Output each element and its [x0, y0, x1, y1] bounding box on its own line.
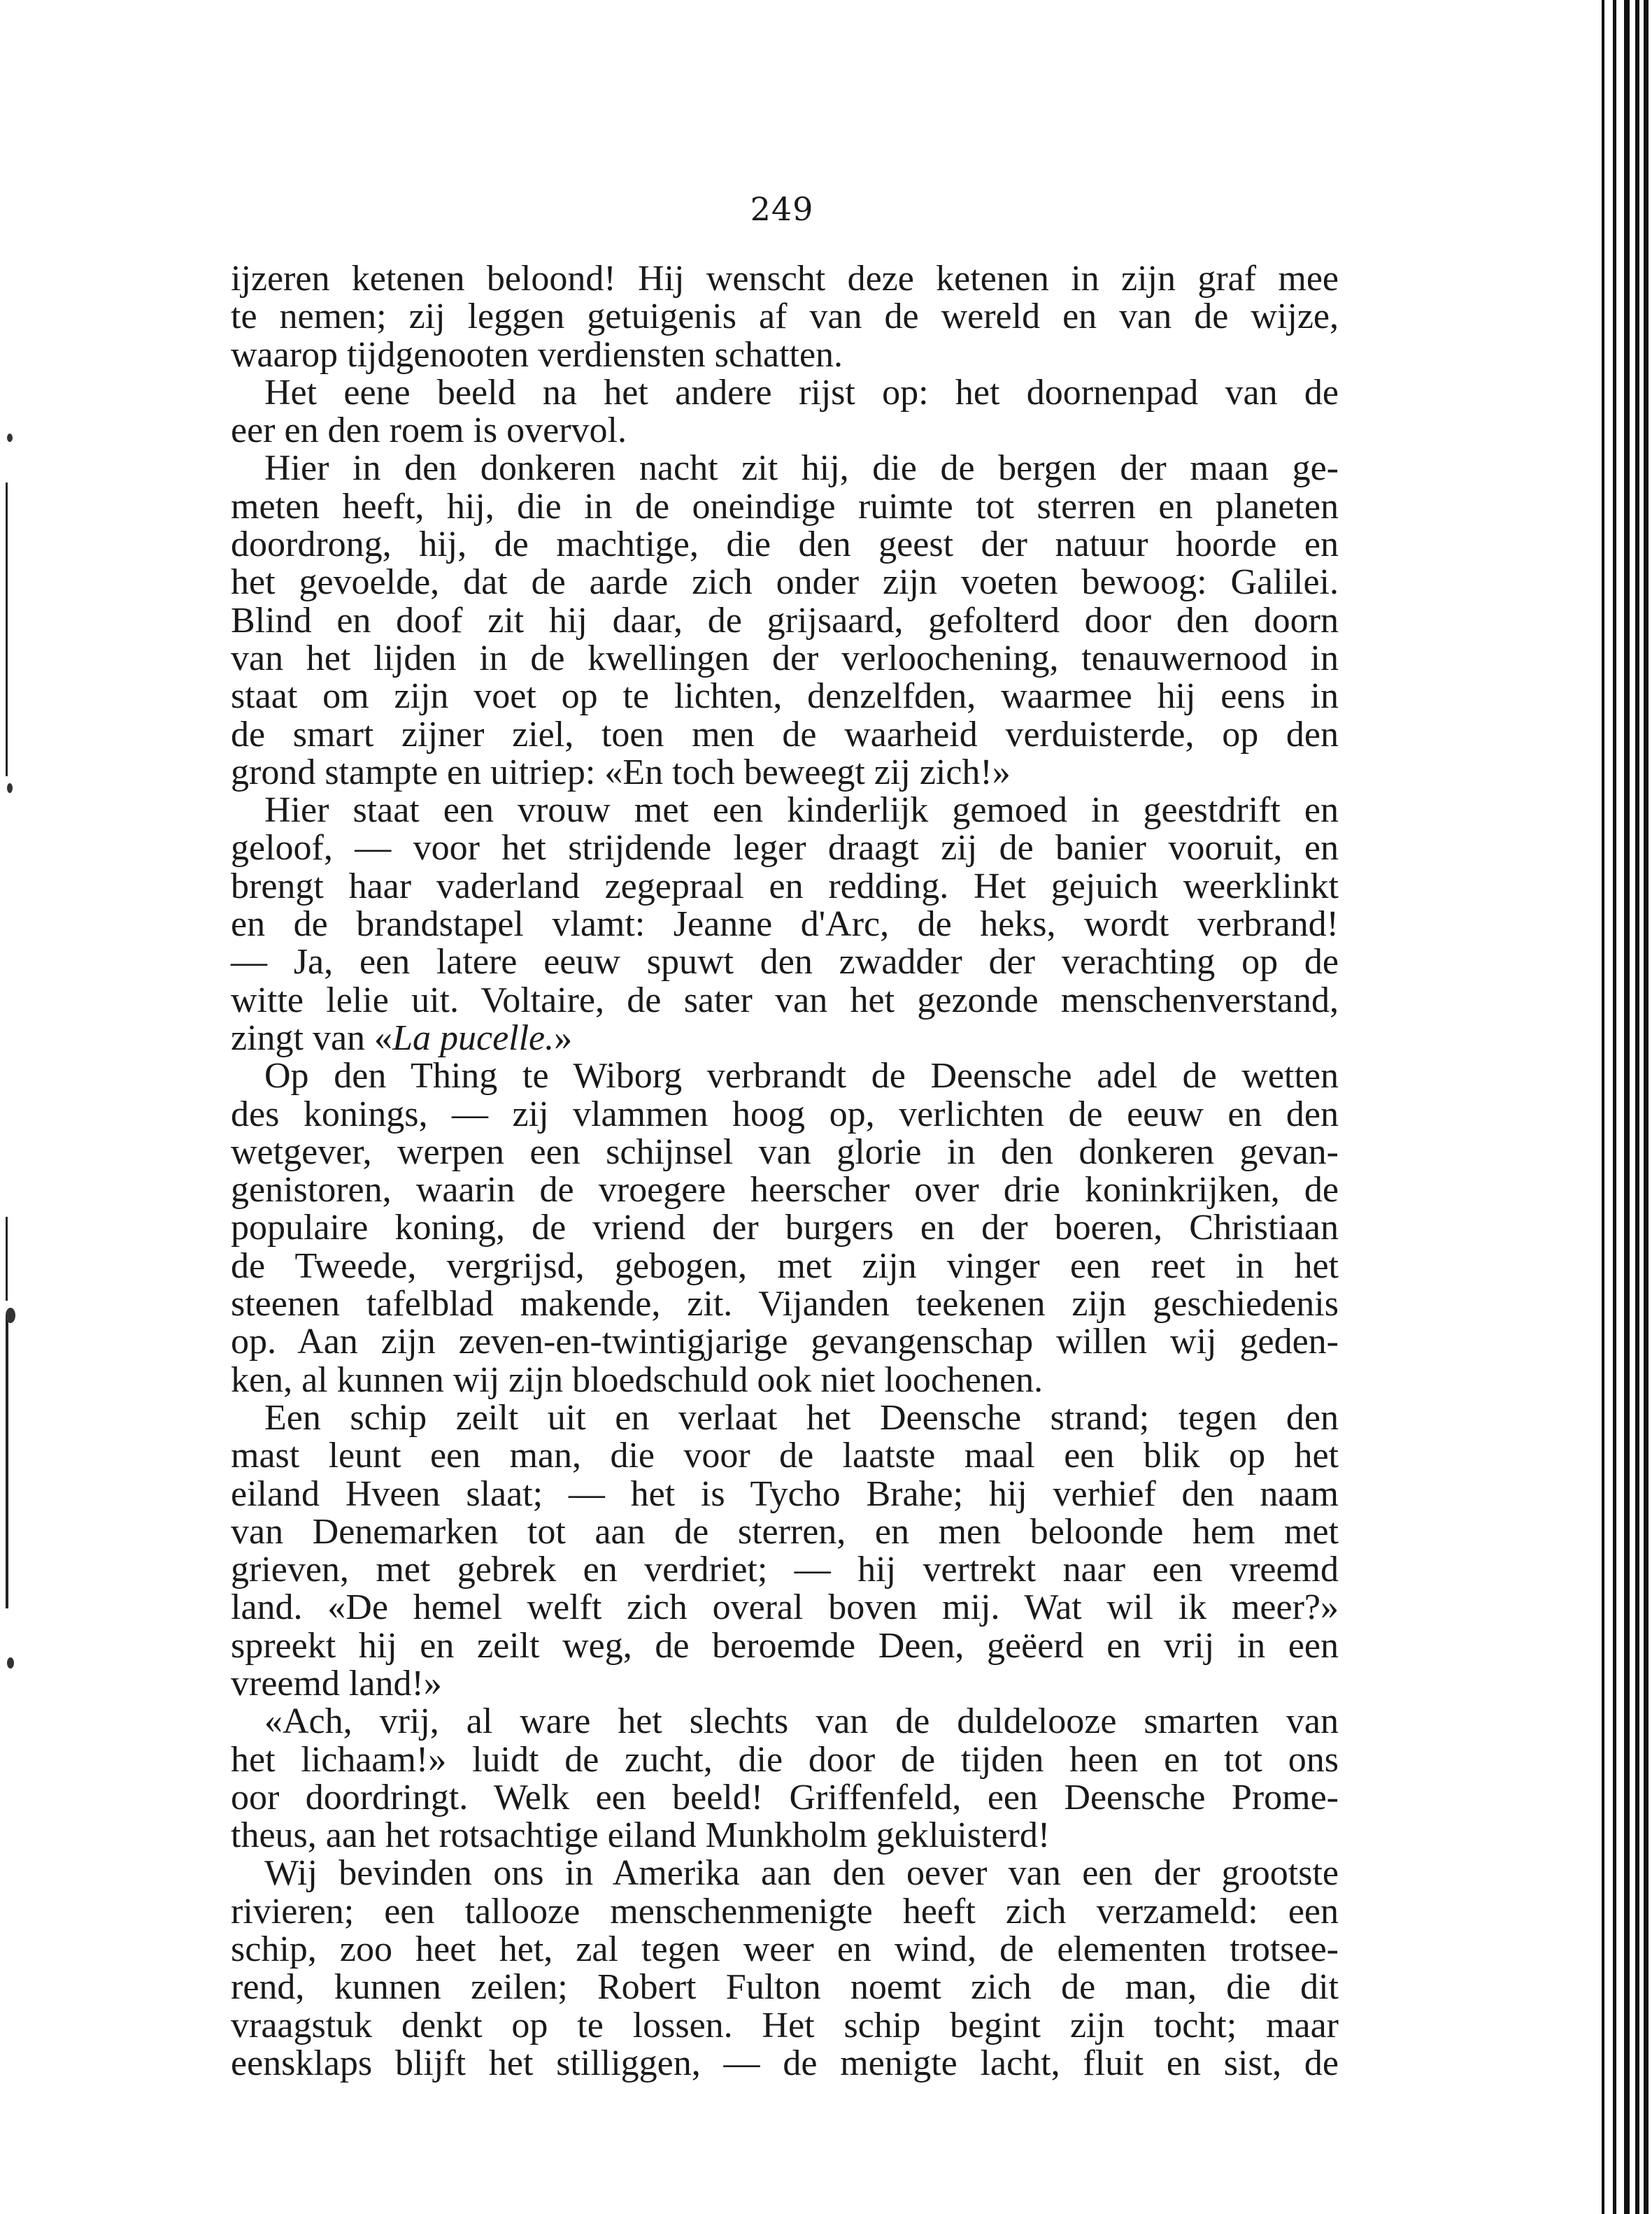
- text-line: schip, zoo heet het, zal tegen weer en wind, de elementen trotsee-: [231, 1929, 1339, 1970]
- text-line: grond stampte en uitriep: «En toch beweegt zij zich!»: [231, 752, 1011, 792]
- text-line: waarop tijdgenooten verdiensten schatten.: [231, 334, 843, 375]
- text-line: de Tweede, vergrijsd, gebogen, met zijn vinger een reet in het: [231, 1245, 1339, 1286]
- text-line: «Ach, vrij, al ware het slechts van de duldelooze smarten van: [264, 1701, 1339, 1742]
- text-line: doordrong, hij, de machtige, die den geest der natuur hoorde en: [231, 524, 1339, 565]
- scan-speck: [7, 434, 13, 442]
- text-line: van Denemarken tot aan de sterren, en men beloonde hem met: [231, 1511, 1339, 1552]
- text-line: te nemen; zij leggen getuigenis af van de wereld en van de wijze,: [231, 297, 1339, 337]
- text-line: land. «De hemel welft zich overal boven mij. Wat wil ik meer?»: [231, 1587, 1339, 1628]
- text-line: witte lelie uit. Voltaire, de sater van het gezonde menschenverstand,: [231, 980, 1339, 1020]
- binding-rule-1: [1602, 0, 1604, 2214]
- scan-edge-mark: [6, 483, 8, 776]
- scan-speck: [7, 1657, 14, 1669]
- text-line: populaire koning, de vriend der burgers en der boeren, Christiaan: [231, 1208, 1339, 1248]
- text-line: spreekt hij en zeilt weg, de beroemde Deen, geëerd en vrij in een: [231, 1625, 1339, 1666]
- text-line: genistoren, waarin de vroegere heerscher over drie koninkrijken, de: [231, 1170, 1339, 1210]
- text-line: geloof, — voor het strijdende leger draagt zij de banier vooruit, en: [231, 828, 1339, 869]
- text-line: mast leunt een man, die voor de laatste maal een blik op het: [231, 1436, 1339, 1476]
- text-line: Het eene beeld na het andere rijst op: het doornenpad van de: [264, 372, 1339, 413]
- text-line: theus, aan het rotsachtige eiland Munkholm gekluisterd!: [231, 1815, 1051, 1856]
- text-line: Blind en doof zit hij daar, de grijsaard, gefolterd door den doorn: [231, 600, 1339, 641]
- text-line: Hier staat een vrouw met een kinderlijk gemoed in geestdrift en: [264, 790, 1339, 831]
- text-line: des konings, — zij vlammen hoog op, verlichten de eeuw en den: [231, 1094, 1339, 1134]
- binding-rule-2: [1613, 0, 1616, 2214]
- text-line: Op den Thing te Wiborg verbrandt de Deensche adel de wetten: [264, 1056, 1339, 1097]
- text-line: het lichaam!» luidt de zucht, die door de tijden heen en tot ons: [231, 1739, 1339, 1780]
- text-line: steenen tafelblad makende, zit. Vijanden teekenen zijn geschiedenis: [231, 1284, 1339, 1324]
- text-line: eensklaps blijft het stilliggen, — de menigte lacht, fluit en sist, de: [231, 2043, 1339, 2083]
- page-number: 249: [750, 190, 814, 228]
- text-line: meten heeft, hij, die in de oneindige ruimte tot sterren en planeten: [231, 486, 1339, 527]
- text-line: brengt haar vaderland zegepraal en redding. Het gejuich weerklinkt: [231, 866, 1339, 906]
- binding-rule-4: [1635, 0, 1639, 2214]
- text-line: het gevoelde, dat de aarde zich onder zijn voeten bewoog: Galilei.: [231, 562, 1339, 603]
- text-line: staat om zijn voet op te lichten, denzelfden, waarmee hij eens in: [231, 676, 1339, 717]
- text-line: ken, al kunnen wij zijn bloedschuld ook niet loochenen.: [231, 1359, 1044, 1400]
- text-line: rend, kunnen zeilen; Robert Fulton noemt zich de man, die dit: [231, 1967, 1339, 2008]
- text-line: op. Aan zijn zeven-en-twintigjarige gevangenschap willen wij geden-: [231, 1322, 1339, 1362]
- text-line: vreemd land!»: [231, 1663, 442, 1704]
- text-line: zingt van «La pucelle.»: [231, 1017, 573, 1058]
- text-line: ijzeren ketenen beloond! Hij wenscht deze ketenen in zijn graf mee: [231, 259, 1339, 299]
- text-line: Hier in den donkeren nacht zit hij, die de bergen der maan ge-: [264, 448, 1339, 489]
- text-line: Wij bevinden ons in Amerika aan den oever van een der grootste: [264, 1853, 1339, 1894]
- scan-speck: [6, 1308, 15, 1323]
- text-line: de smart zijner ziel, toen men de waarheid verduisterde, op den: [231, 714, 1339, 755]
- body-text: [231, 260, 1339, 2083]
- scan-edge-mark: [6, 1217, 8, 1301]
- text-line: eer en den roem is overvol.: [231, 410, 627, 451]
- text-line: grieven, met gebrek en verdriet; — hij vertrekt naar een vreemd: [231, 1550, 1339, 1590]
- text-line: en de brandstapel vlamt: Jeanne d'Arc, de heks, wordt verbrand!: [231, 904, 1339, 945]
- binding-rule-5: [1644, 0, 1649, 2214]
- italic-title: La pucelle.: [392, 1017, 555, 1058]
- scan-edge-mark: [6, 1315, 8, 1608]
- text-line: — Ja, een latere eeuw spuwt den zwadder der verachting op de: [231, 942, 1339, 983]
- text-line: rivieren; een tallooze menschenmenigte heeft zich verzameld: een: [231, 1891, 1339, 1931]
- text-line: Een schip zeilt uit en verlaat het Deensche strand; tegen den: [264, 1397, 1339, 1438]
- text-line: vraagstuk denkt op te lossen. Het schip begint zijn tocht; maar: [231, 2005, 1339, 2045]
- text-line: wetgever, werpen een schijnsel van glorie in den donkeren gevan-: [231, 1131, 1339, 1172]
- text-line: van het lijden in de kwellingen der verloochening, tenauwernood in: [231, 638, 1339, 678]
- binding-rule-3: [1624, 0, 1630, 2214]
- scan-speck: [7, 783, 13, 793]
- text-line: oor doordringt. Welk een beeld! Griffenfeld, een Deensche Prome-: [231, 1777, 1339, 1817]
- text-line: eiland Hveen slaat; — het is Tycho Brahe; hij verhief den naam: [231, 1473, 1339, 1514]
